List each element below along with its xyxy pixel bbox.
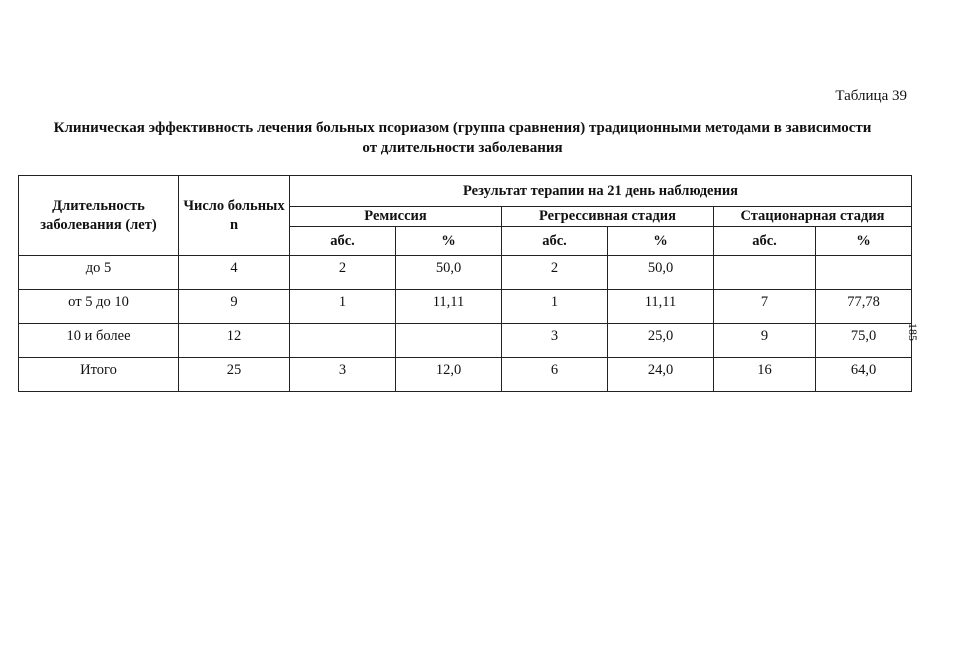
- cell-remission-pct: [396, 324, 502, 358]
- cell-remission-abs: 3: [290, 358, 396, 392]
- results-table: [18, 175, 912, 392]
- cell-count: 12: [179, 324, 290, 358]
- header-duration: Длительность заболевания (лет): [19, 176, 179, 256]
- cell-count: 9: [179, 290, 290, 324]
- cell-duration: от 5 до 10: [19, 290, 179, 324]
- cell-regressive-abs: 2: [502, 256, 608, 290]
- header-remission: Ремиссия: [290, 207, 502, 227]
- table-title: Клиническая эффективность лечения больных псориазом (группа сравнения) традиционными методами в зависимости от длительности заболевания: [53, 120, 872, 156]
- cell-duration: Итого: [19, 358, 179, 392]
- cell-remission-abs: 2: [290, 256, 396, 290]
- table-row-total: [19, 358, 912, 392]
- cell-stationary-pct: 64,0: [816, 358, 912, 392]
- cell-regressive-abs: 3: [502, 324, 608, 358]
- header-abs: абс.: [502, 227, 608, 256]
- cell-stationary-pct: 75,0: [816, 324, 912, 358]
- cell-remission-abs: 1: [290, 290, 396, 324]
- cell-stationary-abs: 9: [714, 324, 816, 358]
- page-number: 185: [906, 323, 920, 341]
- cell-duration: до 5: [19, 256, 179, 290]
- table-row: [19, 324, 912, 358]
- cell-stationary-abs: 7: [714, 290, 816, 324]
- cell-count: 4: [179, 256, 290, 290]
- cell-count: 25: [179, 358, 290, 392]
- cell-stationary-pct: [816, 256, 912, 290]
- cell-regressive-abs: 1: [502, 290, 608, 324]
- header-stationary: Стационарная стадия: [714, 207, 912, 227]
- header-regressive: Регрессивная стадия: [502, 207, 714, 227]
- cell-stationary-abs: [714, 256, 816, 290]
- cell-stationary-abs: 16: [714, 358, 816, 392]
- header-result: Результат терапии на 21 день наблюдения: [290, 176, 912, 207]
- cell-regressive-abs: 6: [502, 358, 608, 392]
- header-abs: абс.: [290, 227, 396, 256]
- cell-regressive-pct: 11,11: [608, 290, 714, 324]
- cell-stationary-pct: 77,78: [816, 290, 912, 324]
- cell-remission-pct: 12,0: [396, 358, 502, 392]
- header-pct: %: [816, 227, 912, 256]
- cell-remission-abs: [290, 324, 396, 358]
- header-count: Число больных n: [179, 176, 290, 256]
- cell-remission-pct: 50,0: [396, 256, 502, 290]
- table-caption: Таблица 39: [835, 88, 907, 104]
- cell-regressive-pct: 24,0: [608, 358, 714, 392]
- header-pct: %: [396, 227, 502, 256]
- header-pct: %: [608, 227, 714, 256]
- cell-duration: 10 и более: [19, 324, 179, 358]
- table-row: [19, 290, 912, 324]
- header-abs: абс.: [714, 227, 816, 256]
- cell-regressive-pct: 25,0: [608, 324, 714, 358]
- cell-remission-pct: 11,11: [396, 290, 502, 324]
- cell-regressive-pct: 50,0: [608, 256, 714, 290]
- table-row: [19, 256, 912, 290]
